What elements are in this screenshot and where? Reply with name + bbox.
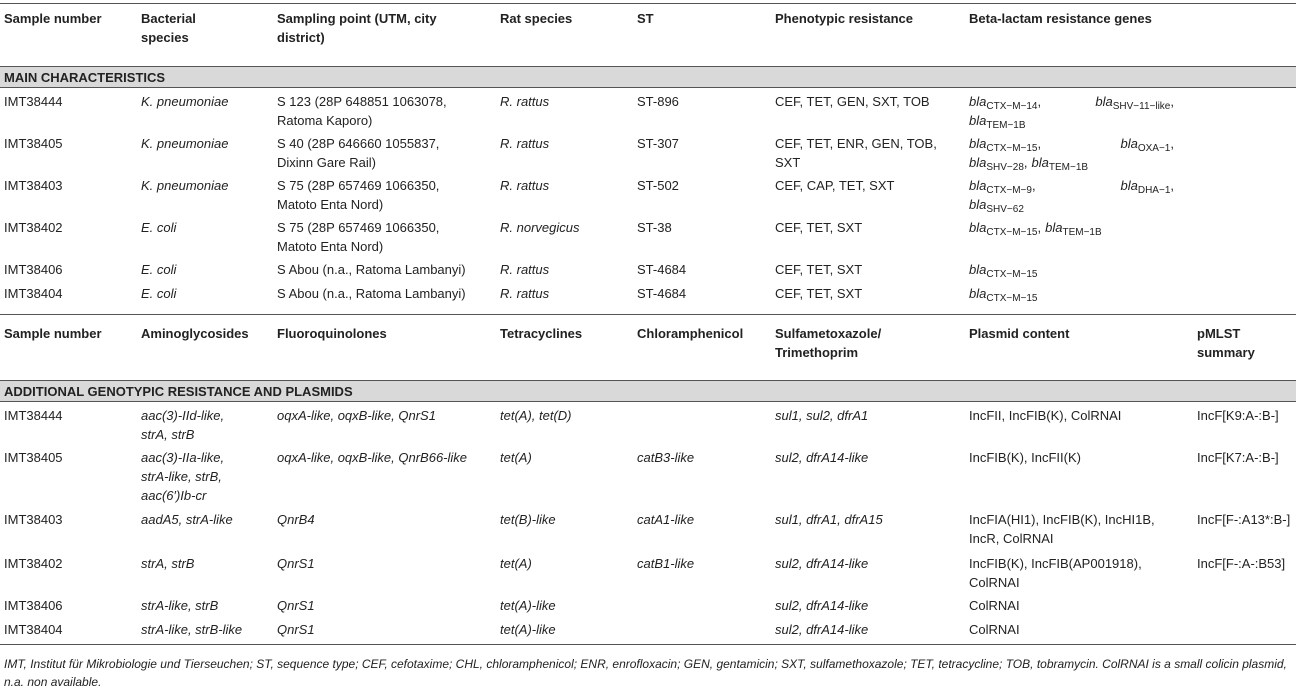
sampling-point: S Abou (n.a., Ratoma Lambanyi)	[277, 286, 466, 301]
sample-number: IMT38406	[4, 262, 63, 277]
col-header-pmlst: pMLST summary	[1197, 326, 1255, 360]
pmlst-summary: IncF[F-:A13*:B-]	[1197, 512, 1291, 527]
fluoroquinolones: oqxA-like, oqxB-like, QnrB66-like	[277, 450, 468, 465]
phenotypic-resistance: CEF, TET, GEN, SXT, TOB	[775, 94, 930, 109]
header-row-main	[0, 9, 1296, 49]
col-header-plasmid: Plasmid content	[969, 326, 1070, 341]
aminoglycosides: strA-like, strB-like	[141, 622, 243, 637]
fluoroquinolones: QnrB4	[277, 512, 315, 527]
sample-number: IMT38444	[4, 94, 63, 109]
gene-bla: bla$_{SHV-28}$,	[969, 155, 1028, 173]
sample-number: IMT38405	[4, 136, 63, 151]
sulfa-trimethoprim: sul2, dfrA14-like	[775, 622, 869, 637]
sample-number: IMT38403	[4, 178, 63, 193]
sample-number: IMT38406	[4, 598, 63, 613]
section-additional	[0, 380, 1296, 402]
col-header-sulfa: Sulfametoxazole/ Trimethoprim	[775, 326, 882, 360]
rat-species: R. rattus	[500, 178, 550, 193]
gene-bla: bla$_{OXA-1}$,	[1120, 136, 1174, 154]
gene-bla: bla$_{CTX-M-15}$	[969, 286, 1038, 304]
phenotypic-resistance: CEF, TET, SXT	[775, 220, 863, 235]
gene-bla: bla$_{TEM-1B}$	[969, 113, 1026, 131]
bacterial-species: E. coli	[141, 220, 177, 235]
beta-lactam-genes	[969, 92, 1174, 130]
col-header-species: Bacterial species	[141, 11, 196, 45]
beta-lactam-genes	[969, 218, 1174, 237]
sulfa-trimethoprim: sul1, sul2, dfrA1	[775, 408, 869, 423]
gene-bla: bla$_{CTX-M-15}$,	[969, 136, 1042, 154]
section-title-2: ADDITIONAL GENOTYPIC RESISTANCE AND PLASMIDS	[4, 384, 353, 399]
col-header-beta-lactam: Beta-lactam resistance genes	[969, 11, 1152, 26]
col-header-aminoglycosides: Aminoglycosides	[141, 326, 249, 341]
beta-lactam-genes	[969, 134, 1174, 172]
sample-number: IMT38404	[4, 286, 63, 301]
header-row-additional	[0, 324, 1296, 364]
aminoglycosides: aac(3)-IId-like, strA, strB	[141, 408, 225, 442]
col-header-tetracyclines: Tetracyclines	[500, 326, 583, 341]
footnote: IMT, Institut für Mikrobiologie und Tierseuchen; ST, sequence type; CEF, cefotaxime; CHL, chloramphenicol; ENR, enrofloxacin; GEN, gentamicin; SXT, sulfamethoxazole; TET, tetracycline; TOB, tobramycin. ColRNAI is a small colicin plasmid, n.a. non available.	[4, 657, 1287, 689]
gene-bla: bla$_{SHV-62}$	[969, 197, 1024, 215]
plasmid-content: ColRNAI	[969, 598, 1020, 613]
sample-number: IMT38403	[4, 512, 63, 527]
sample-number: IMT38402	[4, 556, 63, 571]
fluoroquinolones: QnrS1	[277, 556, 315, 571]
gene-bla: bla$_{DHA-1}$,	[1120, 178, 1174, 196]
sulfa-trimethoprim: sul1, dfrA1, dfrA15	[775, 512, 883, 527]
pmlst-summary: IncF[K7:A-:B-]	[1197, 450, 1279, 465]
bottom-rule	[0, 644, 1296, 645]
plasmid-content: IncFIA(HI1), IncFIB(K), IncHI1B, IncR, ColRNAI	[969, 512, 1155, 546]
gene-bla: bla$_{CTX-M-14}$,	[969, 94, 1042, 112]
plasmid-content: IncFIB(K), IncFIB(AP001918), ColRNAI	[969, 556, 1142, 590]
bacterial-species: K. pneumoniae	[141, 178, 229, 193]
aminoglycosides: aadA5, strA-like	[141, 512, 233, 527]
phenotypic-resistance: CEF, TET, SXT	[775, 262, 863, 277]
rat-species: R. rattus	[500, 286, 550, 301]
phenotypic-resistance: CEF, TET, ENR, GEN, TOB, SXT	[775, 136, 937, 170]
sampling-point: S 75 (28P 657469 1066350, Matoto Enta Nord)	[277, 220, 440, 254]
sample-number: IMT38444	[4, 408, 63, 423]
beta-lactam-genes	[969, 176, 1174, 214]
sulfa-trimethoprim: sul2, dfrA14-like	[775, 450, 869, 465]
rat-species: R. rattus	[500, 262, 550, 277]
phenotypic-resistance: CEF, TET, SXT	[775, 286, 863, 301]
rat-species: R. rattus	[500, 94, 550, 109]
sample-number: IMT38404	[4, 622, 63, 637]
plasmid-content: ColRNAI	[969, 622, 1020, 637]
fluoroquinolones: QnrS1	[277, 598, 315, 613]
top-rule	[0, 3, 1296, 4]
sequence-type: ST-307	[637, 136, 679, 151]
pmlst-summary: IncF[K9:A-:B-]	[1197, 408, 1279, 423]
sequence-type: ST-4684	[637, 286, 687, 301]
plasmid-content: IncFIB(K), IncFII(K)	[969, 450, 1081, 465]
sequence-type: ST-4684	[637, 262, 687, 277]
sequence-type: ST-502	[637, 178, 679, 193]
col-header-sample: Sample number	[4, 11, 102, 26]
rat-species: R. norvegicus	[500, 220, 580, 235]
tetracyclines: tet(A)	[500, 450, 532, 465]
chloramphenicol: catB3-like	[637, 450, 695, 465]
pmlst-summary: IncF[F-:A-:B53]	[1197, 556, 1286, 571]
bacterial-species: E. coli	[141, 286, 177, 301]
sample-number: IMT38405	[4, 450, 63, 465]
sulfa-trimethoprim: sul2, dfrA14-like	[775, 556, 869, 571]
chloramphenicol: catA1-like	[637, 512, 695, 527]
gene-bla: bla$_{CTX-M-9}$,	[969, 178, 1036, 196]
tetracyclines: tet(A)	[500, 556, 532, 571]
sulfa-trimethoprim: sul2, dfrA14-like	[775, 598, 869, 613]
tetracyclines: tet(A)-like	[500, 622, 556, 637]
gene-bla: bla$_{TEM-1B}$	[1045, 220, 1102, 238]
col-header-rat-species: Rat species	[500, 11, 573, 26]
sample-number: IMT38402	[4, 220, 63, 235]
section-main-characteristics	[0, 66, 1296, 88]
fluoroquinolones: QnrS1	[277, 622, 315, 637]
sampling-point: S 75 (28P 657469 1066350, Matoto Enta Nord)	[277, 178, 440, 212]
col-header-chloramphenicol: Chloramphenicol	[637, 326, 744, 341]
gene-bla: bla$_{SHV-11-like}$,	[1095, 94, 1174, 112]
aminoglycosides: strA-like, strB	[141, 598, 219, 613]
aminoglycosides: strA, strB	[141, 556, 195, 571]
gene-bla: bla$_{CTX-M-15}$,	[969, 220, 1042, 238]
col-header-fluoroquinolones: Fluoroquinolones	[277, 326, 387, 341]
tetracyclines: tet(A), tet(D)	[500, 408, 572, 423]
bacterial-species: E. coli	[141, 262, 177, 277]
section-title: MAIN CHARACTERISTICS	[4, 70, 166, 85]
col-header-phenotypic: Phenotypic resistance	[775, 11, 913, 26]
sampling-point: S Abou (n.a., Ratoma Lambanyi)	[277, 262, 466, 277]
sampling-point: S 123 (28P 648851 1063078, Ratoma Kaporo)	[277, 94, 447, 128]
aminoglycosides: aac(3)-IIa-like, strA-like, strB, aac(6′)Ib-cr	[141, 450, 225, 503]
tetracyclines: tet(A)-like	[500, 598, 556, 613]
gene-bla: bla$_{CTX-M-15}$	[969, 262, 1038, 280]
chloramphenicol: catB1-like	[637, 556, 695, 571]
beta-lactam-genes	[969, 284, 1174, 303]
mid-rule	[0, 314, 1296, 315]
gene-bla: bla$_{TEM-1B}$	[1031, 155, 1089, 173]
beta-lactam-genes	[969, 260, 1174, 279]
tetracyclines: tet(B)-like	[500, 512, 556, 527]
plasmid-content: IncFII, IncFIB(K), ColRNAI	[969, 408, 1122, 423]
sequence-type: ST-38	[637, 220, 672, 235]
fluoroquinolones: oqxA-like, oqxB-like, QnrS1	[277, 408, 436, 423]
bacterial-species: K. pneumoniae	[141, 94, 229, 109]
phenotypic-resistance: CEF, CAP, TET, SXT	[775, 178, 895, 193]
sequence-type: ST-896	[637, 94, 679, 109]
sampling-point: S 40 (28P 646660 1055837, Dixinn Gare Rail)	[277, 136, 440, 170]
col-header-st: ST	[637, 11, 654, 26]
col-header-sampling-point: Sampling point (UTM, city district)	[277, 11, 437, 45]
bacterial-species: K. pneumoniae	[141, 136, 229, 151]
rat-species: R. rattus	[500, 136, 550, 151]
col-header-sample-2: Sample number	[4, 326, 102, 341]
